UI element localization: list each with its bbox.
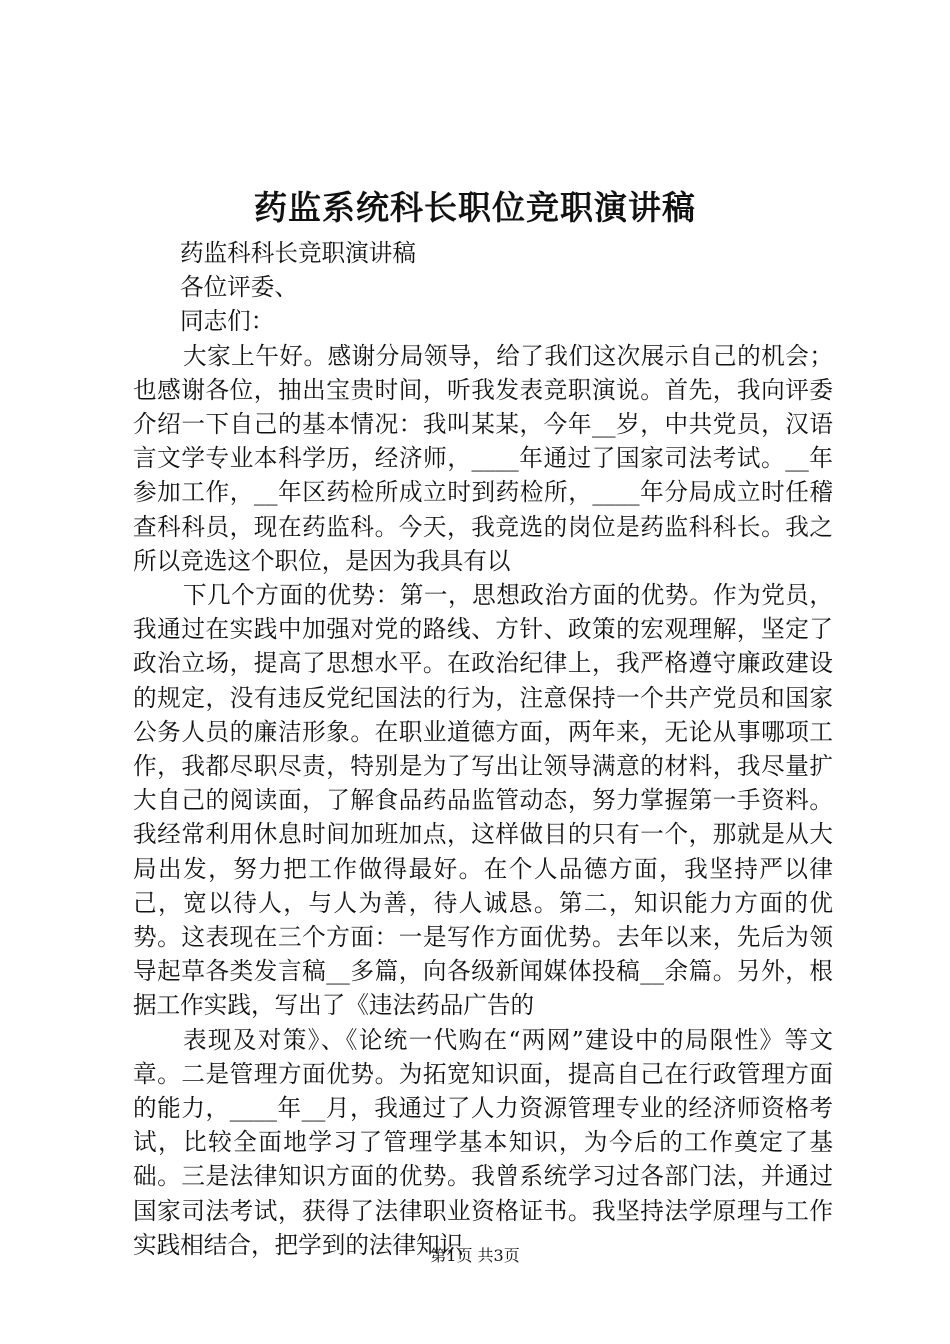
document-title: 药监系统科长职位竞职演讲稿 — [254, 188, 696, 227]
salutation-line: 各位评委、 — [180, 273, 298, 302]
body-paragraph: 下几个方面的优势：第一，思想政治方面的优势。作为党员，我通过在实践中加强对党的路线、方针、政策的宏观理解，坚定了政治立场，提高了思想水平。在政治纪律上，我严格遵守廉政建设的规定，没有违反党纪国法的行为，注意保持一个共产党员和国家公务人员的廉洁形象。在职业道德方面，两年来，无论从事哪项工作，我都尽职尽责，特别是为了写出让领导满意的材料，我尽量扩大自己的阅读面，了解食品药品监管动态，努力掌握第一手资料。我经常利用休息时间加班加点，这样做目的只有一个，那就是从大局出发，努力把工作做得最好。在个人品德方面，我坚持严以律己，宽以待人，与人为善，待人诚恳。第二，知识能力方面的优势。这表现在三个方面：一是写作方面优势。去年以来，先后为领导起草各类发言稿__多篇，向各级新闻媒体投稿__余篇。另外，根据工作实践，写出了《违法药品广告的 — [133, 581, 833, 1020]
page-number: 第1页 共3页 — [430, 1246, 520, 1265]
document-body — [133, 236, 833, 1262]
body-paragraph: 表现及对策》、《论统一代购在“两网”建设中的局限性》等文章。二是管理方面优势。为拓宽知识面，提高自己在行政管理方面的能力，____年__月，我通过了人力资源管理专业的经济师资格考试，比较全面地学习了管理学基本知识，为今后的工作奠定了基础。三是法律知识方面的优势。我曾系统学习过各部门法，并通过国家司法考试，获得了法律职业资格证书。我坚持法学原理与工作实践相结合，把学到的法律知识 — [133, 1025, 833, 1259]
subtitle-paragraph: 药监科科长竞职演讲稿 — [180, 239, 416, 267]
body-paragraph: 大家上午好。感谢分局领导，给了我们这次展示自己的机会；也感谢各位，抽出宝贵时间，听我发表竞职演说。首先，我向评委介绍一下自己的基本情况：我叫某某，今年__岁，中共党员，汉语言文学专业本科学历，经济师，____年通过了国家司法考试。__年参加工作，__年区药检所成立时到药检所，____年分局成立时任稽查科科员，现在药监科。今天，我竞选的岗位是药监科科长。我之所以竞选这个职位，是因为我具有以 — [133, 341, 833, 575]
salutation-line: 同志们： — [180, 307, 275, 336]
